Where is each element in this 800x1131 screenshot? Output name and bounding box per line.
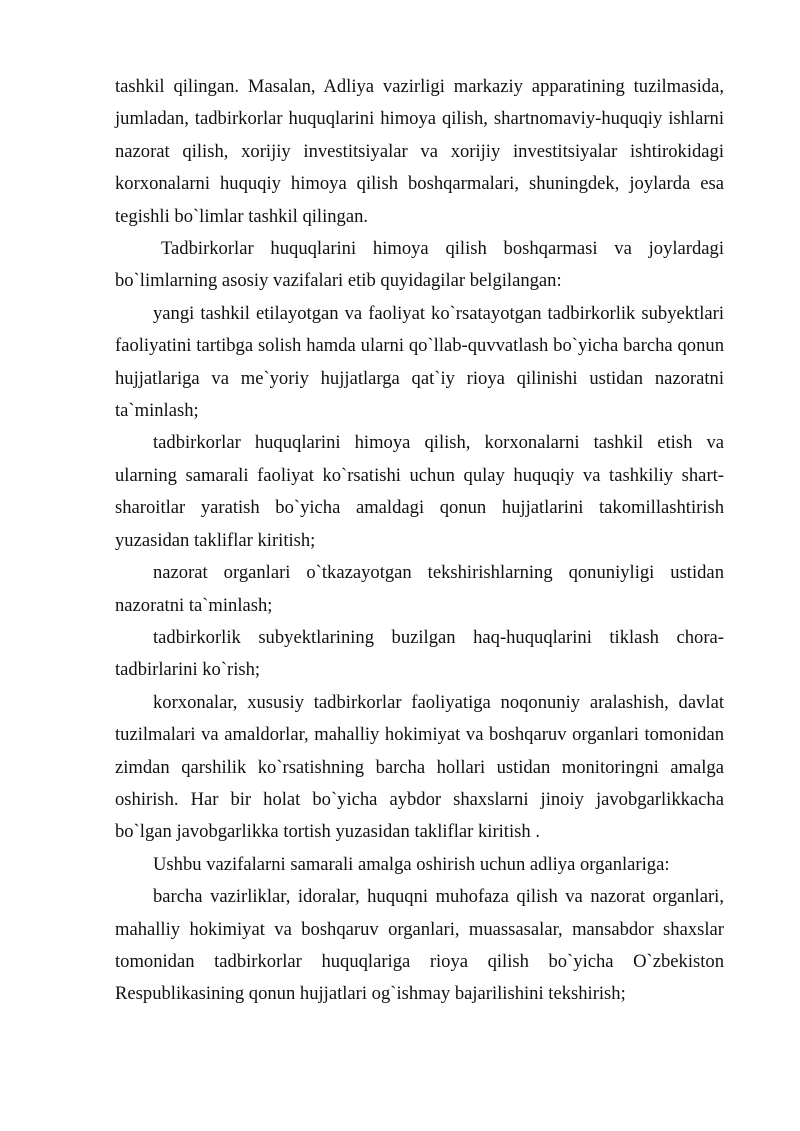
paragraph-7: korxonalar, xususiy tadbirkorlar faoliyatiga noqonuniy aralashish, davlat tuzilmalari va amaldorlar, mahalliy hokimiyat va boshqaruv organlari tomonidan zimdan qarshilik ko`rsatishning barcha hollari ustidan monitoringni amalga oshirish. Har bir holat bo`yicha aybdor shaxslarni jinoiy javobgarlikkacha bo`lgan javobgarlikka tortish yuzasidan takliflar kiritish . — [115, 691, 724, 843]
paragraph-5: nazorat organlari o`tkazayotgan tekshirishlarning qonuniyligi ustidan nazoratni ta`minlash; — [115, 562, 724, 616]
document-page — [115, 71, 724, 1011]
paragraph-6: tadbirkorlik subyektlarining buzilgan haq-huquqlarini tiklash chora-tadbirlarini ko`rish; — [115, 626, 724, 681]
paragraph-1: tashkil qilingan. Masalan, Adliya vazirligi markaziy apparatining tuzilmasida, jumladan, tadbirkorlar huquqlarini himoya qilish, shartnomaviy-huquqiy ishlarni nazorat qilish, xorijiy investitsiyalar va xorijiy investitsiyalar ishtirokidagi korxonalarni huquqiy himoya qilish boshqarmalari, shuningdek, joylarda esa tegishli bo`limlar tashkil qilingan. — [115, 76, 724, 227]
paragraph-4: tadbirkorlar huquqlarini himoya qilish, korxonalarni tashkil etish va ularning samarali faoliyat ko`rsatishi uchun qulay huquqiy va tashkiliy shart-sharoitlar yaratish bo`yicha amaldagi qonun hujjatlarini takomillashtirish yuzasidan takliflar kiritish; — [115, 432, 724, 551]
paragraph-3: yangi tashkil etilayotgan va faoliyat ko`rsatayotgan tadbirkorlik subyektlari faoliyatini tartibga solish hamda ularni qo`llab-quvvatlash bo`yicha barcha qonun hujjatlariga va me`yoriy hujjatlarga qat`iy rioya qilinishi ustidan nazoratni ta`minlash; — [115, 302, 724, 422]
paragraph-2: Tadbirkorlar huquqlarini himoya qilish boshqarmasi va joylardagi bo`limlarning asosiy vazifalari etib quyidagilar belgilangan: — [115, 238, 724, 292]
paragraph-8: Ushbu vazifalarni samarali amalga oshirish uchun adliya organlariga: — [153, 853, 670, 875]
paragraph-9: barcha vazirliklar, idoralar, huquqni muhofaza qilish va nazorat organlari, mahalliy hokimiyat va boshqaruv organlari, muassasalar, mansabdor shaxslar tomonidan tadbirkorlar huquqlariga rioya qilish bo`yicha O`zbekiston Respublikasining qonun hujjatlari og`ishmay bajarilishini tekshirish; — [115, 886, 724, 1005]
